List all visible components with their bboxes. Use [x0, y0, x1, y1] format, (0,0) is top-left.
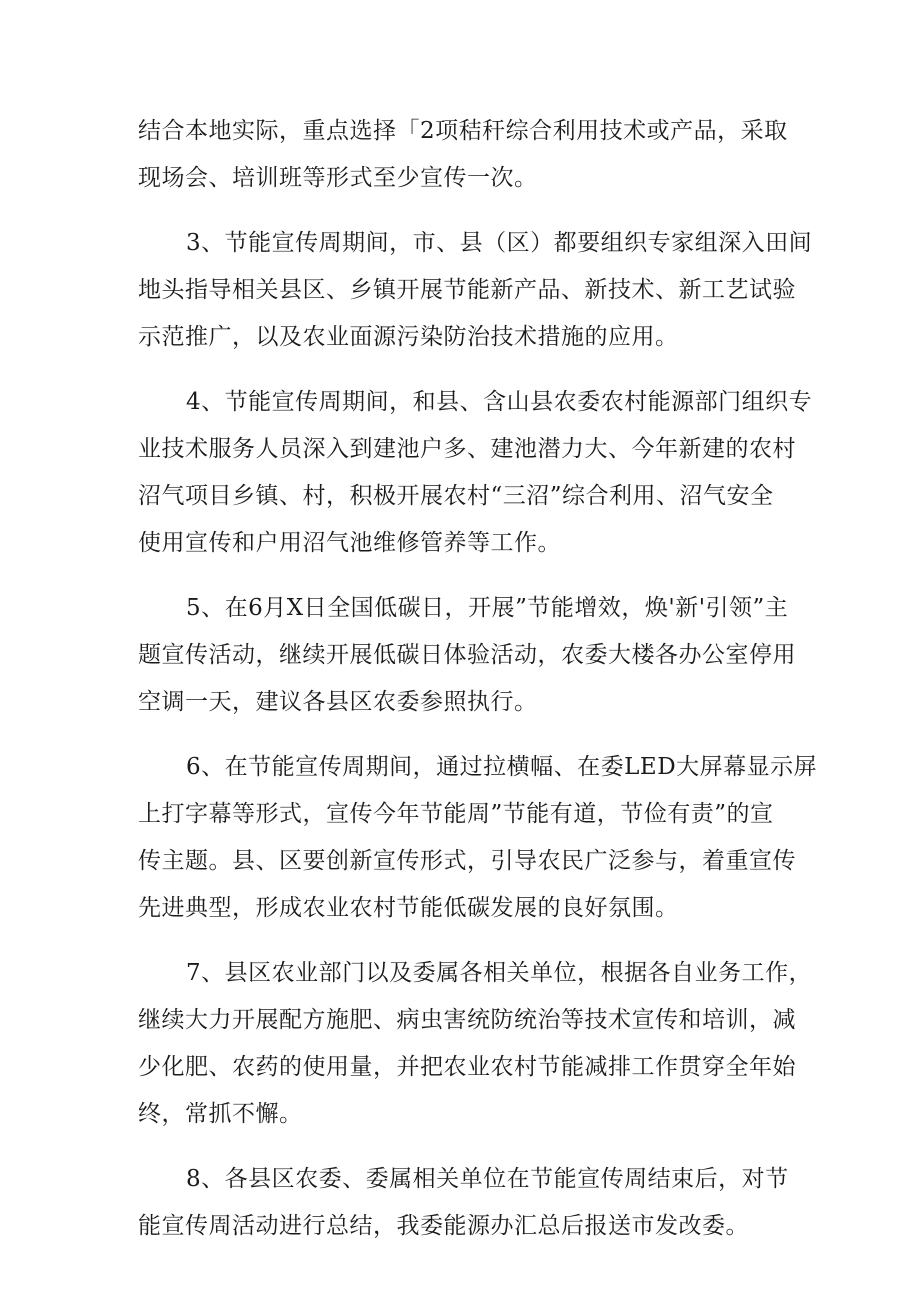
text-line: 6、在节能宣传周期间，通过拉横幅、在委LED大屏幕显示屏	[186, 754, 818, 780]
paragraph-item-4	[138, 379, 813, 567]
text-line: 8、各县区农委、委属相关单位在节能宣传周结束后，对节	[186, 1166, 789, 1192]
text-line: 示范推广，以及农业面源污染防治技术措施的应用。	[138, 324, 679, 350]
text-line: 继续大力开展配方施肥、病虫害统防统治等技术宣传和培训，减	[138, 1007, 796, 1033]
text-line: 结合本地实际，重点选择「2项秸秆综合利用技术或产品，采取	[138, 118, 788, 144]
text-line: 5、在6月X日全国低碳日，开展”节能增效，焕'新'引领”主	[186, 595, 789, 621]
text-line: 先进典型，形成农业农村节能低碳发展的良好氛围。	[138, 895, 679, 921]
paragraph-item-5	[138, 585, 798, 726]
text-line: 上打字幕等形式，宣传今年节能周”节能有道，节俭有责”的宣	[138, 801, 774, 827]
paragraph-intro	[138, 108, 798, 202]
text-line: 能宣传周活动进行总结，我委能源办汇总后报送市发改委。	[138, 1213, 749, 1239]
text-line: 4、节能宣传周期间，和县、含山县农委农村能源部门组织专	[186, 389, 813, 415]
text-line: 少化肥、农药的使用量，并把农业农村节能减排工作贯穿全年始	[138, 1054, 796, 1080]
text-line: 地头指导相关县区、乡镇开展节能新产品、新技术、新工艺试验	[138, 277, 796, 303]
text-line: 题宣传活动，继续开展低碳日体验活动，农委大楼各办公室停用	[138, 642, 796, 668]
paragraph-item-7	[138, 950, 813, 1138]
text-line: 3、节能宣传周期间，市、县（区）都要组织专家组深入田间	[186, 230, 813, 256]
paragraph-item-6	[138, 744, 818, 932]
text-line: 7、县区农业部门以及委属各相关单位，根据各自业务工作，	[186, 960, 813, 986]
text-line: 终，常抓不懈。	[138, 1101, 303, 1127]
document-body	[138, 108, 818, 1268]
paragraph-item-8	[138, 1156, 798, 1250]
text-line: 现场会、培训班等形式至少宣传一次。	[138, 165, 538, 191]
text-line: 使用宣传和户用沼气池维修管养等工作。	[138, 530, 561, 556]
text-line: 传主题。县、区要创新宣传形式，引导农民广泛参与，着重宣传	[138, 848, 796, 874]
paragraph-item-3	[138, 220, 813, 361]
text-line: 沼气项目乡镇、村，积极开展农村“三沼”综合利用、沼气安全	[138, 483, 774, 509]
text-line: 业技术服务人员深入到建池户多、建池潜力大、今年新建的农村	[138, 436, 796, 462]
text-line: 空调一天，建议各县区农委参照执行。	[138, 689, 538, 715]
